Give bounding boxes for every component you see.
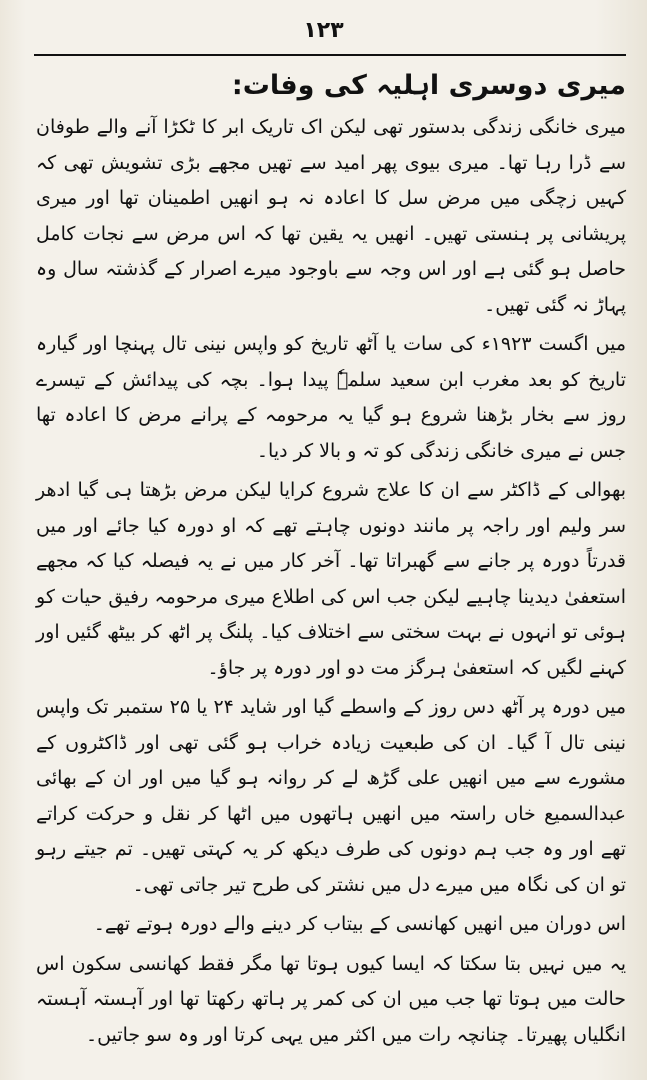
section-heading: میری دوسری اہلیہ کی وفات: (231, 70, 626, 101)
paragraph-4: میں دورہ پر آٹھ دس روز کے واسطے گیا اور شاید ۲۴ یا ۲۵ ستمبر تک واپس نینی تال آ گیا۔ ان کی طبعیت زیادہ خراب ہو گئی تھی اور ڈاکٹروں کے مشورے سے میں انھیں علی گڑھ لے کر روانہ ہو گیا میں اور ان کے بھائی عبدالسمیع خاں راستہ میں انھیں ہاتھوں میں اٹھا کر نقل و حرکت کراتے تھے اور وہ جب ہم دونوں کی طرف دیکھ کر یہ کہتی تھیں۔ تم جیتے رہو تو ان کی نگاہ میں میرے دل میں نشتر کی طرح تیر جاتی تھی۔ (36, 696, 627, 896)
paragraph-2: میں اگست ۱۹۲۳ء کی سات یا آٹھ تاریخ کو واپس نینی تال پہنچا اور گیارہ تاریخ کو بعد مغرب ابن سعید سلمہٗ پیدا ہوا۔ بچہ کی پیدائش کے تیسرے روز سے بخار بڑھنا شروع ہو گیا یہ مرحومہ کے پرانے مرض کا اعادہ تھا جس نے میری خانگی زندگی کو تہ و بالا کر دیا۔ (36, 333, 626, 462)
paragraph-6: یہ میں نہیں بتا سکتا کہ ایسا کیوں ہوتا تھا مگر فقط کھانسی سکون اس حالت میں ہوتا تھا جب میں ان کی کمر پر ہاتھ رکھتا تھا اور آہستہ آہستہ انگلیاں پھیرتا۔ چنانچہ رات میں اکثر میں یہی کرتا اور وہ سو جاتیں۔ (36, 952, 626, 1046)
paragraph-3: بھوالی کے ڈاکٹر سے ان کا علاج شروع کرایا لیکن مرض بڑھتا ہی گیا ادھر سر ولیم اور راجہ پر مانند دونوں چاہتے تھے کہ او دورہ کیا جائے اور میں قدرتاً دورہ پر جانے سے گھبراتا تھا۔ آخر کار میں نے یہ فیصلہ کیا کہ مجھے استعفیٰ دیدینا چاہیے لیکن جب اس کی اطلاع میری مرحومہ رفیق حیات کو ہوئی تو انہوں نے بہت سختی سے اختلاف کیا۔ پلنگ پر اٹھ کر بیٹھ گئیں اور کہنے لگیں کہ استعفیٰ ہرگز مت دو اور دورہ پر جاؤ۔ (36, 479, 626, 679)
paragraph-5: اس دوران میں انھیں کھانسی کے بیتاب کر دینے والے دورہ ہوتے تھے۔ (93, 913, 626, 935)
paragraph-1: میری خانگی زندگی بدستور تھی لیکن اک تاریک ابر کا ٹکڑا آنے والے طوفان سے ڈرا رہا تھا۔ میری بیوی پھر امید سے تھیں مجھے بڑی تشویش تھی کہ کہیں زچگی میں مرض سل کا اعادہ نہ ہو انھیں اطمینان تھا اور میری پریشانی پر ہنستی تھیں۔ انھیں یہ یقین تھا کہ اس مرض سے نجات کامل حاصل ہو گئی ہے اور اس وجہ سے باوجود میرے اصرار کے گذشتہ سال وہ پہاڑ نہ گئی تھیں۔ (36, 116, 626, 316)
page-number: ۱۲۳ (303, 18, 344, 43)
header-rule (34, 54, 626, 56)
page-body (36, 64, 626, 1057)
